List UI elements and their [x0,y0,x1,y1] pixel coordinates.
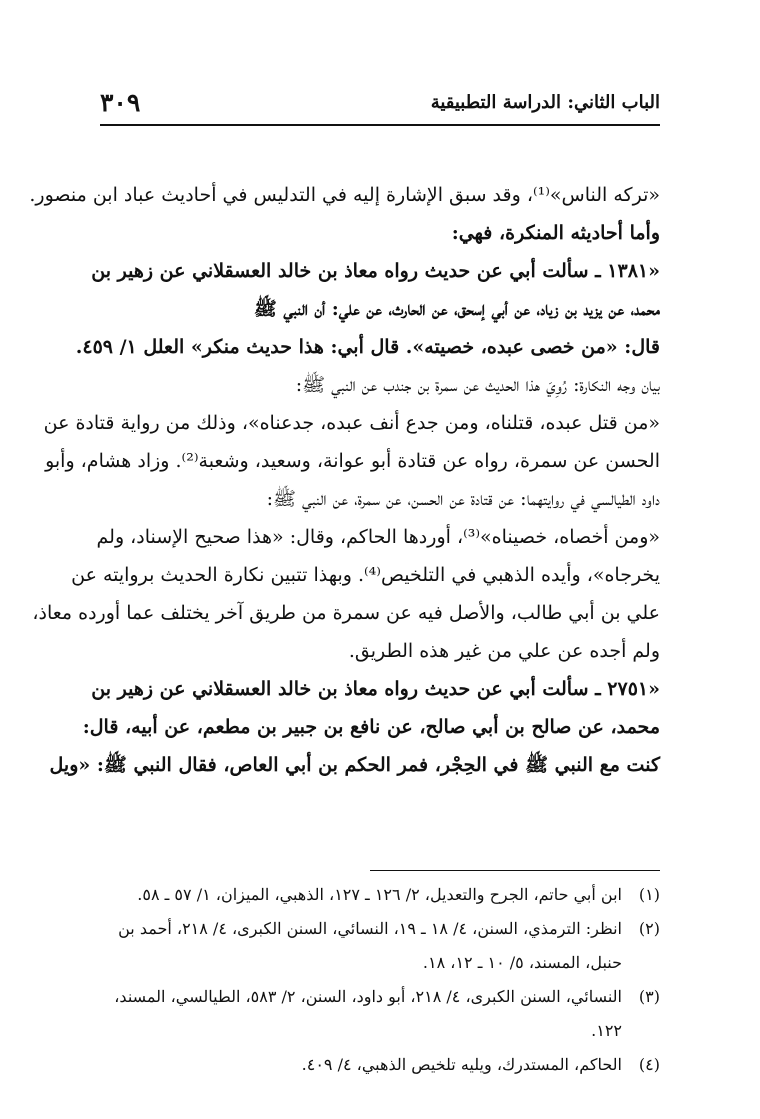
section-heading: وأما أحاديثه المنكرة، فهي: [451,222,660,244]
footnote-text: ابن أبي حاتم، الجرح والتعديل، ٢/ ١٢٦ ـ ١٢٧، الذهبي، الميزان، ١/ ٥٧ ـ ٥٨. [137,885,622,904]
footnote-number: (١) [638,885,660,904]
text-line: كنت مع النبي ﷺ في الحِجْر، فمر الحكم بن أبي العاص، فقال النبي ﷺ: «ويل [49,754,660,776]
footnote-item [100,1048,660,1082]
running-header [100,88,660,122]
main-text [29,176,660,784]
footnote-item [100,878,660,912]
footnote-number: (٣) [638,987,660,1006]
text-line: «ومن أخصاه، خصيناه»⁽³⁾، أوردها الحاكم، وقال: «هذا صحيح الإسناد، ولم [96,526,660,548]
page-number: ٣٠٩ [100,88,141,117]
text-line: «١٣٨١ ـ سألت أبي عن حديث رواه معاذ بن خالد العسقلاني عن زهير بن [91,260,660,282]
footnote-number: (٢) [638,919,660,938]
text-line: يخرجاه»، وأيده الذهبي في التلخيص⁽⁴⁾. وبهذا تتبين نكارة الحديث بروايته عن [71,564,660,586]
footnote-text: انظر: الترمذي، السنن، ٤/ ١٨ ـ ١٩، النسائي، السنن الكبرى، ٤/ ٢١٨، أحمد بن حنبل، المسند، ٥/ ١٠ ـ ١٢، ١٨. [118,919,622,972]
text-line: داود الطيالسي في روايتهما: عن قتادة عن الحسن، عن سمرة، عن النبي ﷺ: [266,488,660,510]
footnotes [100,878,660,1082]
text-line: «من قتل عبده، قتلناه، ومن جدع أنف عبده، جدعناه»، وذلك من رواية قتادة عن [43,412,660,434]
text-line: علي بن أبي طالب، والأصل فيه عن سمرة من طريق آخر يختلف عما أورده معاذ، [32,602,660,624]
text-line: محمد، عن يزيد بن زياد، عن أبي إسحق، عن الحارث، عن علي: أن النبي ﷺ [253,298,660,320]
text-line: بيان وجه النكارة: رُوِيَ هذا الحديث عن سمرة بن جندب عن النبي ﷺ: [295,374,660,396]
text-line: ولم أجده عن علي من غير هذه الطريق. [348,640,660,662]
chapter-title: الباب الثاني: الدراسة التطبيقية [430,92,660,113]
footnote-number: (٤) [638,1055,660,1074]
footnote-item [100,912,660,980]
text-line: الحسن عن سمرة، رواه عن قتادة أبو عوانة، وسعيد، وشعبة⁽²⁾. وزاد هشام، وأبو [45,450,660,472]
footnote-text: النسائي، السنن الكبرى، ٤/ ٢١٨، أبو داود، السنن، ٢/ ٥٨٣، الطيالسي، المسند، ١٢٢. [114,987,622,1040]
footnote-item [100,980,660,1048]
text-line: «٢٧٥١ ـ سألت أبي عن حديث رواه معاذ بن خالد العسقلاني عن زهير بن [91,678,660,700]
footnote-text: الحاكم، المستدرك، ويليه تلخيص الذهبي، ٤/ ٤٠٩. [301,1055,622,1074]
text-line: «تركه الناس»⁽¹⁾، وقد سبق الإشارة إليه في التدليس في أحاديث عباد ابن منصور. [29,184,660,206]
text-line: محمد، عن صالح بن أبي صالح، عن نافع بن جبير بن مطعم، عن أبيه، قال: [82,716,660,738]
header-divider [100,124,660,126]
text-line: قال: «من خصى عبده، خصيته». قال أبي: هذا حديث منكر» العلل ١/ ٤٥٩. [75,336,660,358]
footnote-divider [370,870,660,871]
